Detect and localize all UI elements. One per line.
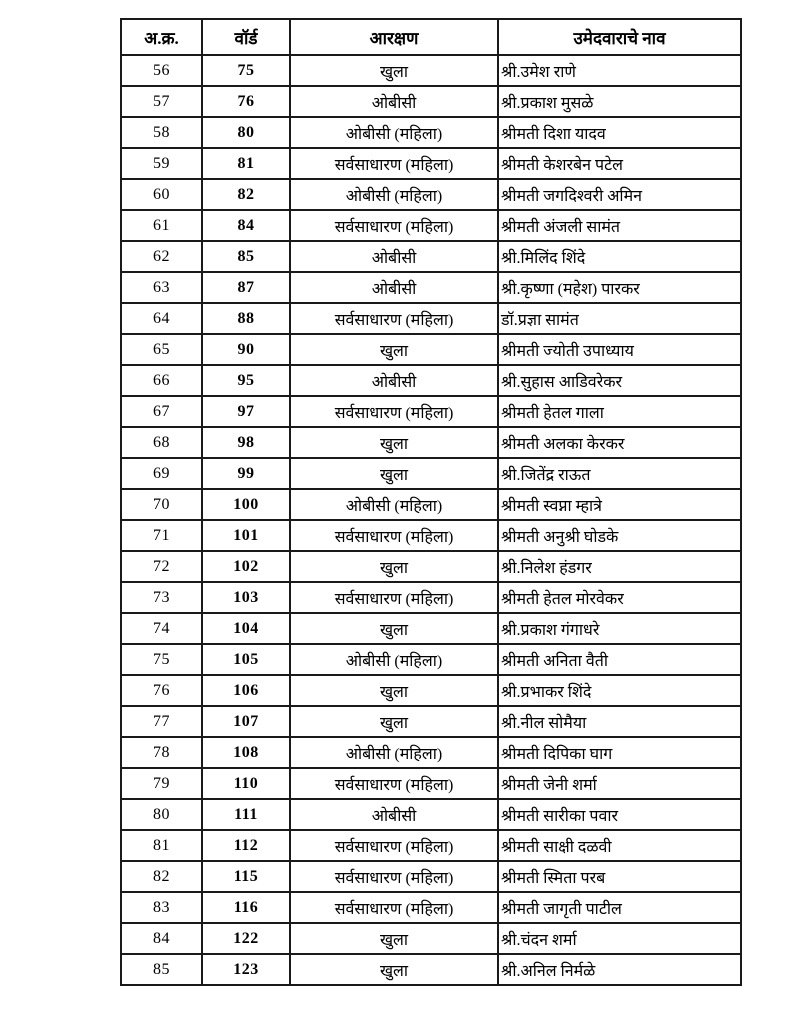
candidate-name-cell: श्रीमती दिशा यादव: [498, 117, 741, 148]
ward-cell: 103: [202, 582, 290, 613]
reservation-cell: ओबीसी: [290, 241, 498, 272]
table-row: [121, 706, 741, 737]
serial-cell: 63: [121, 272, 202, 303]
candidate-name-cell: श्री.कृष्णा (महेश) पारकर: [498, 272, 741, 303]
reservation-cell: खुला: [290, 334, 498, 365]
reservation-cell: खुला: [290, 675, 498, 706]
table-body: [121, 55, 741, 985]
reservation-cell: ओबीसी (महिला): [290, 489, 498, 520]
table-row: [121, 365, 741, 396]
ward-cell: 115: [202, 861, 290, 892]
reservation-cell: ओबीसी: [290, 799, 498, 830]
ward-cell: 110: [202, 768, 290, 799]
table-row: [121, 644, 741, 675]
reservation-cell: खुला: [290, 55, 498, 86]
ward-cell: 88: [202, 303, 290, 334]
ward-cell: 116: [202, 892, 290, 923]
serial-cell: 75: [121, 644, 202, 675]
serial-cell: 72: [121, 551, 202, 582]
reservation-cell: सर्वसाधारण (महिला): [290, 892, 498, 923]
candidate-name-cell: श्रीमती हेतल गाला: [498, 396, 741, 427]
reservation-cell: सर्वसाधारण (महिला): [290, 520, 498, 551]
table-row: [121, 954, 741, 985]
serial-cell: 57: [121, 86, 202, 117]
candidate-name-cell: श्रीमती स्वप्ना म्हात्रे: [498, 489, 741, 520]
ward-cell: 76: [202, 86, 290, 117]
ward-cell: 87: [202, 272, 290, 303]
table-row: [121, 272, 741, 303]
candidate-name-cell: श्रीमती ज्योती उपाध्याय: [498, 334, 741, 365]
table-row: [121, 799, 741, 830]
candidate-name-cell: श्री.सुहास आडिवरेकर: [498, 365, 741, 396]
ward-cell: 97: [202, 396, 290, 427]
candidate-name-cell: श्रीमती अनुश्री घोडके: [498, 520, 741, 551]
reservation-cell: खुला: [290, 954, 498, 985]
reservation-cell: खुला: [290, 923, 498, 954]
serial-cell: 83: [121, 892, 202, 923]
table-row: [121, 179, 741, 210]
serial-cell: 62: [121, 241, 202, 272]
table-row: [121, 737, 741, 768]
ward-column-header: वॉर्ड: [202, 19, 290, 55]
candidate-name-cell: श्रीमती जागृती पाटील: [498, 892, 741, 923]
ward-cell: 95: [202, 365, 290, 396]
reservation-cell: सर्वसाधारण (महिला): [290, 148, 498, 179]
table-row: [121, 861, 741, 892]
ward-cell: 81: [202, 148, 290, 179]
header-row: [121, 19, 741, 55]
ward-cell: 75: [202, 55, 290, 86]
serial-cell: 61: [121, 210, 202, 241]
serial-cell: 68: [121, 427, 202, 458]
table-row: [121, 923, 741, 954]
table-row: [121, 582, 741, 613]
serial-cell: 81: [121, 830, 202, 861]
serial-cell: 69: [121, 458, 202, 489]
reservation-cell: ओबीसी: [290, 272, 498, 303]
serial-cell: 85: [121, 954, 202, 985]
reservation-cell: ओबीसी (महिला): [290, 117, 498, 148]
candidates-table: [120, 18, 742, 986]
ward-cell: 112: [202, 830, 290, 861]
table-row: [121, 148, 741, 179]
reservation-cell: खुला: [290, 427, 498, 458]
ward-cell: 101: [202, 520, 290, 551]
ward-cell: 90: [202, 334, 290, 365]
table-row: [121, 210, 741, 241]
serial-cell: 64: [121, 303, 202, 334]
candidate-name-cell: श्रीमती जगदिश्वरी अमिन: [498, 179, 741, 210]
serial-cell: 60: [121, 179, 202, 210]
candidate-name-cell: श्रीमती अलका केरकर: [498, 427, 741, 458]
reservation-cell: ओबीसी (महिला): [290, 179, 498, 210]
candidate-name-cell: श्री.प्रभाकर शिंदे: [498, 675, 741, 706]
serial-cell: 71: [121, 520, 202, 551]
candidate-name-column-header: उमेदवाराचे नाव: [498, 19, 741, 55]
table-row: [121, 241, 741, 272]
candidate-name-cell: श्रीमती सारीका पवार: [498, 799, 741, 830]
table-row: [121, 489, 741, 520]
ward-cell: 98: [202, 427, 290, 458]
serial-cell: 84: [121, 923, 202, 954]
candidate-name-cell: श्री.प्रकाश गंगाधरे: [498, 613, 741, 644]
serial-cell: 67: [121, 396, 202, 427]
serial-cell: 65: [121, 334, 202, 365]
serial-column-header: अ.क्र.: [121, 19, 202, 55]
table-row: [121, 551, 741, 582]
serial-cell: 82: [121, 861, 202, 892]
ward-cell: 108: [202, 737, 290, 768]
serial-cell: 76: [121, 675, 202, 706]
ward-cell: 106: [202, 675, 290, 706]
reservation-column-header: आरक्षण: [290, 19, 498, 55]
serial-cell: 58: [121, 117, 202, 148]
candidate-name-cell: श्रीमती अंजली सामंत: [498, 210, 741, 241]
table-row: [121, 117, 741, 148]
ward-cell: 105: [202, 644, 290, 675]
reservation-cell: खुला: [290, 613, 498, 644]
ward-cell: 99: [202, 458, 290, 489]
reservation-cell: सर्वसाधारण (महिला): [290, 830, 498, 861]
reservation-cell: सर्वसाधारण (महिला): [290, 303, 498, 334]
ward-cell: 111: [202, 799, 290, 830]
serial-cell: 79: [121, 768, 202, 799]
table-row: [121, 520, 741, 551]
serial-cell: 70: [121, 489, 202, 520]
serial-cell: 59: [121, 148, 202, 179]
ward-cell: 84: [202, 210, 290, 241]
candidate-name-cell: श्री.जितेंद्र राऊत: [498, 458, 741, 489]
table-row: [121, 768, 741, 799]
candidate-name-cell: श्रीमती जेनी शर्मा: [498, 768, 741, 799]
table-row: [121, 86, 741, 117]
serial-cell: 74: [121, 613, 202, 644]
ward-cell: 82: [202, 179, 290, 210]
reservation-cell: सर्वसाधारण (महिला): [290, 582, 498, 613]
table-row: [121, 334, 741, 365]
candidate-name-cell: श्रीमती अनिता वैती: [498, 644, 741, 675]
table-row: [121, 303, 741, 334]
reservation-cell: सर्वसाधारण (महिला): [290, 768, 498, 799]
ward-cell: 122: [202, 923, 290, 954]
ward-cell: 80: [202, 117, 290, 148]
candidate-name-cell: श्रीमती केशरबेन पटेल: [498, 148, 741, 179]
reservation-cell: ओबीसी: [290, 365, 498, 396]
serial-cell: 56: [121, 55, 202, 86]
ward-cell: 85: [202, 241, 290, 272]
candidate-name-cell: श्री.मिलिंद शिंदे: [498, 241, 741, 272]
reservation-cell: खुला: [290, 551, 498, 582]
ward-cell: 100: [202, 489, 290, 520]
reservation-cell: ओबीसी (महिला): [290, 737, 498, 768]
candidate-name-cell: डॉ.प्रज्ञा सामंत: [498, 303, 741, 334]
reservation-cell: ओबीसी (महिला): [290, 644, 498, 675]
candidate-name-cell: श्री.अनिल निर्मळे: [498, 954, 741, 985]
table-row: [121, 613, 741, 644]
candidate-name-cell: श्रीमती साक्षी दळवी: [498, 830, 741, 861]
serial-cell: 66: [121, 365, 202, 396]
table-row: [121, 675, 741, 706]
ward-cell: 102: [202, 551, 290, 582]
candidate-name-cell: श्रीमती दिपिका घाग: [498, 737, 741, 768]
reservation-cell: सर्वसाधारण (महिला): [290, 210, 498, 241]
candidate-name-cell: श्री.नील सोमैया: [498, 706, 741, 737]
candidate-name-cell: श्री.उमेश राणे: [498, 55, 741, 86]
ward-cell: 123: [202, 954, 290, 985]
table-row: [121, 427, 741, 458]
serial-cell: 77: [121, 706, 202, 737]
serial-cell: 78: [121, 737, 202, 768]
candidate-name-cell: श्री.निलेश हंडगर: [498, 551, 741, 582]
reservation-cell: खुला: [290, 706, 498, 737]
table-row: [121, 396, 741, 427]
serial-cell: 73: [121, 582, 202, 613]
ward-cell: 107: [202, 706, 290, 737]
candidate-name-cell: श्री.चंदन शर्मा: [498, 923, 741, 954]
candidate-name-cell: श्रीमती स्मिता परब: [498, 861, 741, 892]
table-row: [121, 55, 741, 86]
candidate-name-cell: श्री.प्रकाश मुसळे: [498, 86, 741, 117]
table-row: [121, 458, 741, 489]
table-row: [121, 892, 741, 923]
table-row: [121, 830, 741, 861]
ward-cell: 104: [202, 613, 290, 644]
reservation-cell: सर्वसाधारण (महिला): [290, 396, 498, 427]
reservation-cell: खुला: [290, 458, 498, 489]
reservation-cell: सर्वसाधारण (महिला): [290, 861, 498, 892]
serial-cell: 80: [121, 799, 202, 830]
reservation-cell: ओबीसी: [290, 86, 498, 117]
candidate-name-cell: श्रीमती हेतल मोरवेकर: [498, 582, 741, 613]
